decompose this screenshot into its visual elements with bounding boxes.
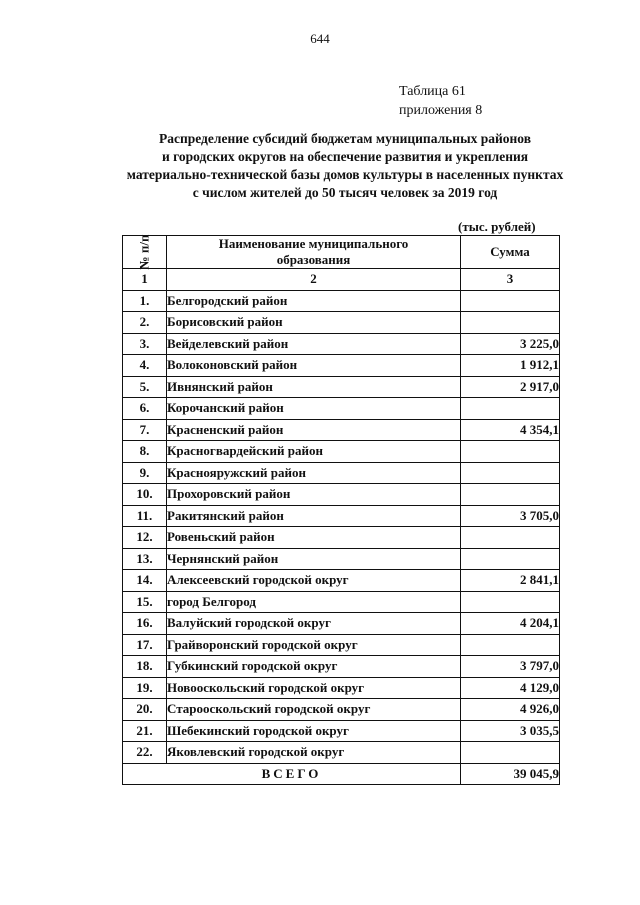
table-row	[123, 312, 560, 334]
row-number: 2.	[123, 312, 167, 334]
row-sum: 3 035,5	[461, 720, 560, 742]
table-row	[123, 742, 560, 764]
row-number: 3.	[123, 333, 167, 355]
row-number: 12.	[123, 527, 167, 549]
row-sum: 2 841,1	[461, 570, 560, 592]
row-number: 15.	[123, 591, 167, 613]
table-row	[123, 441, 560, 463]
row-sum	[461, 290, 560, 312]
row-name: Яковлевский городской округ	[167, 742, 461, 764]
row-sum	[461, 742, 560, 764]
row-name: Вейделевский район	[167, 333, 461, 355]
table-row	[123, 591, 560, 613]
title-line: Распределение субсидий бюджетам муниципальных районов	[158, 131, 532, 146]
table-label-number: Таблица 61	[399, 84, 466, 99]
table-row	[123, 613, 560, 635]
row-number: 10.	[123, 484, 167, 506]
page-number: 644	[310, 31, 330, 46]
table-row	[123, 333, 560, 355]
row-number: 1.	[123, 290, 167, 312]
table-row	[123, 527, 560, 549]
row-sum: 4 204,1	[461, 613, 560, 635]
row-name: Ивнянский район	[167, 376, 461, 398]
table-label-appendix: приложения 8	[399, 103, 483, 118]
row-sum	[461, 527, 560, 549]
row-sum: 4 129,0	[461, 677, 560, 699]
header-row	[123, 236, 560, 269]
header-name-line: образования	[276, 252, 351, 267]
row-name: Шебекинский городской округ	[167, 720, 461, 742]
column-number: 2	[167, 269, 461, 291]
row-name: Ракитянский район	[167, 505, 461, 527]
header-number	[123, 236, 167, 269]
table-row	[123, 677, 560, 699]
table-label	[399, 82, 482, 120]
row-number: 13.	[123, 548, 167, 570]
row-name: Старооскольский городской округ	[167, 699, 461, 721]
column-number-row	[123, 269, 560, 291]
row-number: 4.	[123, 355, 167, 377]
table-row	[123, 419, 560, 441]
row-sum	[461, 591, 560, 613]
row-name: Грайворонский городской округ	[167, 634, 461, 656]
row-number: 20.	[123, 699, 167, 721]
row-sum: 4 354,1	[461, 419, 560, 441]
row-number: 8.	[123, 441, 167, 463]
row-sum: 1 912,1	[461, 355, 560, 377]
table-row	[123, 570, 560, 592]
row-sum: 3 225,0	[461, 333, 560, 355]
row-name: Красногвардейский район	[167, 441, 461, 463]
row-sum: 4 926,0	[461, 699, 560, 721]
row-name: Корочанский район	[167, 398, 461, 420]
row-name: Волоконовский район	[167, 355, 461, 377]
row-number: 16.	[123, 613, 167, 635]
row-name: Ровеньский район	[167, 527, 461, 549]
row-name: Валуйский городской округ	[167, 613, 461, 635]
row-number: 5.	[123, 376, 167, 398]
row-name: Борисовский район	[167, 312, 461, 334]
row-number: 21.	[123, 720, 167, 742]
table-row	[123, 720, 560, 742]
total-sum: 39 045,9	[461, 763, 560, 785]
row-number: 22.	[123, 742, 167, 764]
title-line: и городских округов на обеспечение развития и укрепления	[161, 149, 529, 164]
total-row	[123, 763, 560, 785]
table-row	[123, 548, 560, 570]
row-name: Красненский район	[167, 419, 461, 441]
column-number: 1	[123, 269, 167, 291]
row-sum	[461, 548, 560, 570]
row-name: Чернянский район	[167, 548, 461, 570]
table-row	[123, 634, 560, 656]
header-number-label: № п/п	[136, 234, 152, 270]
document-title	[90, 130, 600, 202]
row-sum	[461, 441, 560, 463]
table-row	[123, 505, 560, 527]
row-sum	[461, 634, 560, 656]
row-number: 6.	[123, 398, 167, 420]
column-number: 3	[461, 269, 560, 291]
row-sum	[461, 398, 560, 420]
table-row	[123, 462, 560, 484]
header-name	[167, 236, 461, 269]
row-sum	[461, 312, 560, 334]
row-sum: 3 797,0	[461, 656, 560, 678]
title-line: материально-технической базы домов культуры в населенных пунктах	[126, 167, 564, 182]
row-name: Алексеевский городской округ	[167, 570, 461, 592]
row-name: Прохоровский район	[167, 484, 461, 506]
row-number: 9.	[123, 462, 167, 484]
row-number: 14.	[123, 570, 167, 592]
row-name: Новооскольский городской округ	[167, 677, 461, 699]
row-number: 17.	[123, 634, 167, 656]
total-label: ВСЕГО	[123, 763, 461, 785]
table-row	[123, 398, 560, 420]
table-row	[123, 376, 560, 398]
row-number: 18.	[123, 656, 167, 678]
row-number: 7.	[123, 419, 167, 441]
title-line: с числом жителей до 50 тысяч человек за 2019 год	[192, 185, 498, 200]
row-number: 19.	[123, 677, 167, 699]
units-label: (тыс. рублей)	[458, 219, 536, 234]
row-name: Губкинский городской округ	[167, 656, 461, 678]
row-sum	[461, 462, 560, 484]
table-row	[123, 484, 560, 506]
row-name: Краснояружский район	[167, 462, 461, 484]
table-row	[123, 699, 560, 721]
header-name-line: Наименование муниципального	[218, 236, 409, 251]
row-name: город Белгород	[167, 591, 461, 613]
row-sum: 3 705,0	[461, 505, 560, 527]
row-sum	[461, 484, 560, 506]
subsidy-table	[122, 235, 560, 785]
table-row	[123, 290, 560, 312]
table-row	[123, 656, 560, 678]
row-sum: 2 917,0	[461, 376, 560, 398]
row-number: 11.	[123, 505, 167, 527]
table-row	[123, 355, 560, 377]
row-name: Белгородский район	[167, 290, 461, 312]
header-sum: Сумма	[461, 236, 560, 269]
